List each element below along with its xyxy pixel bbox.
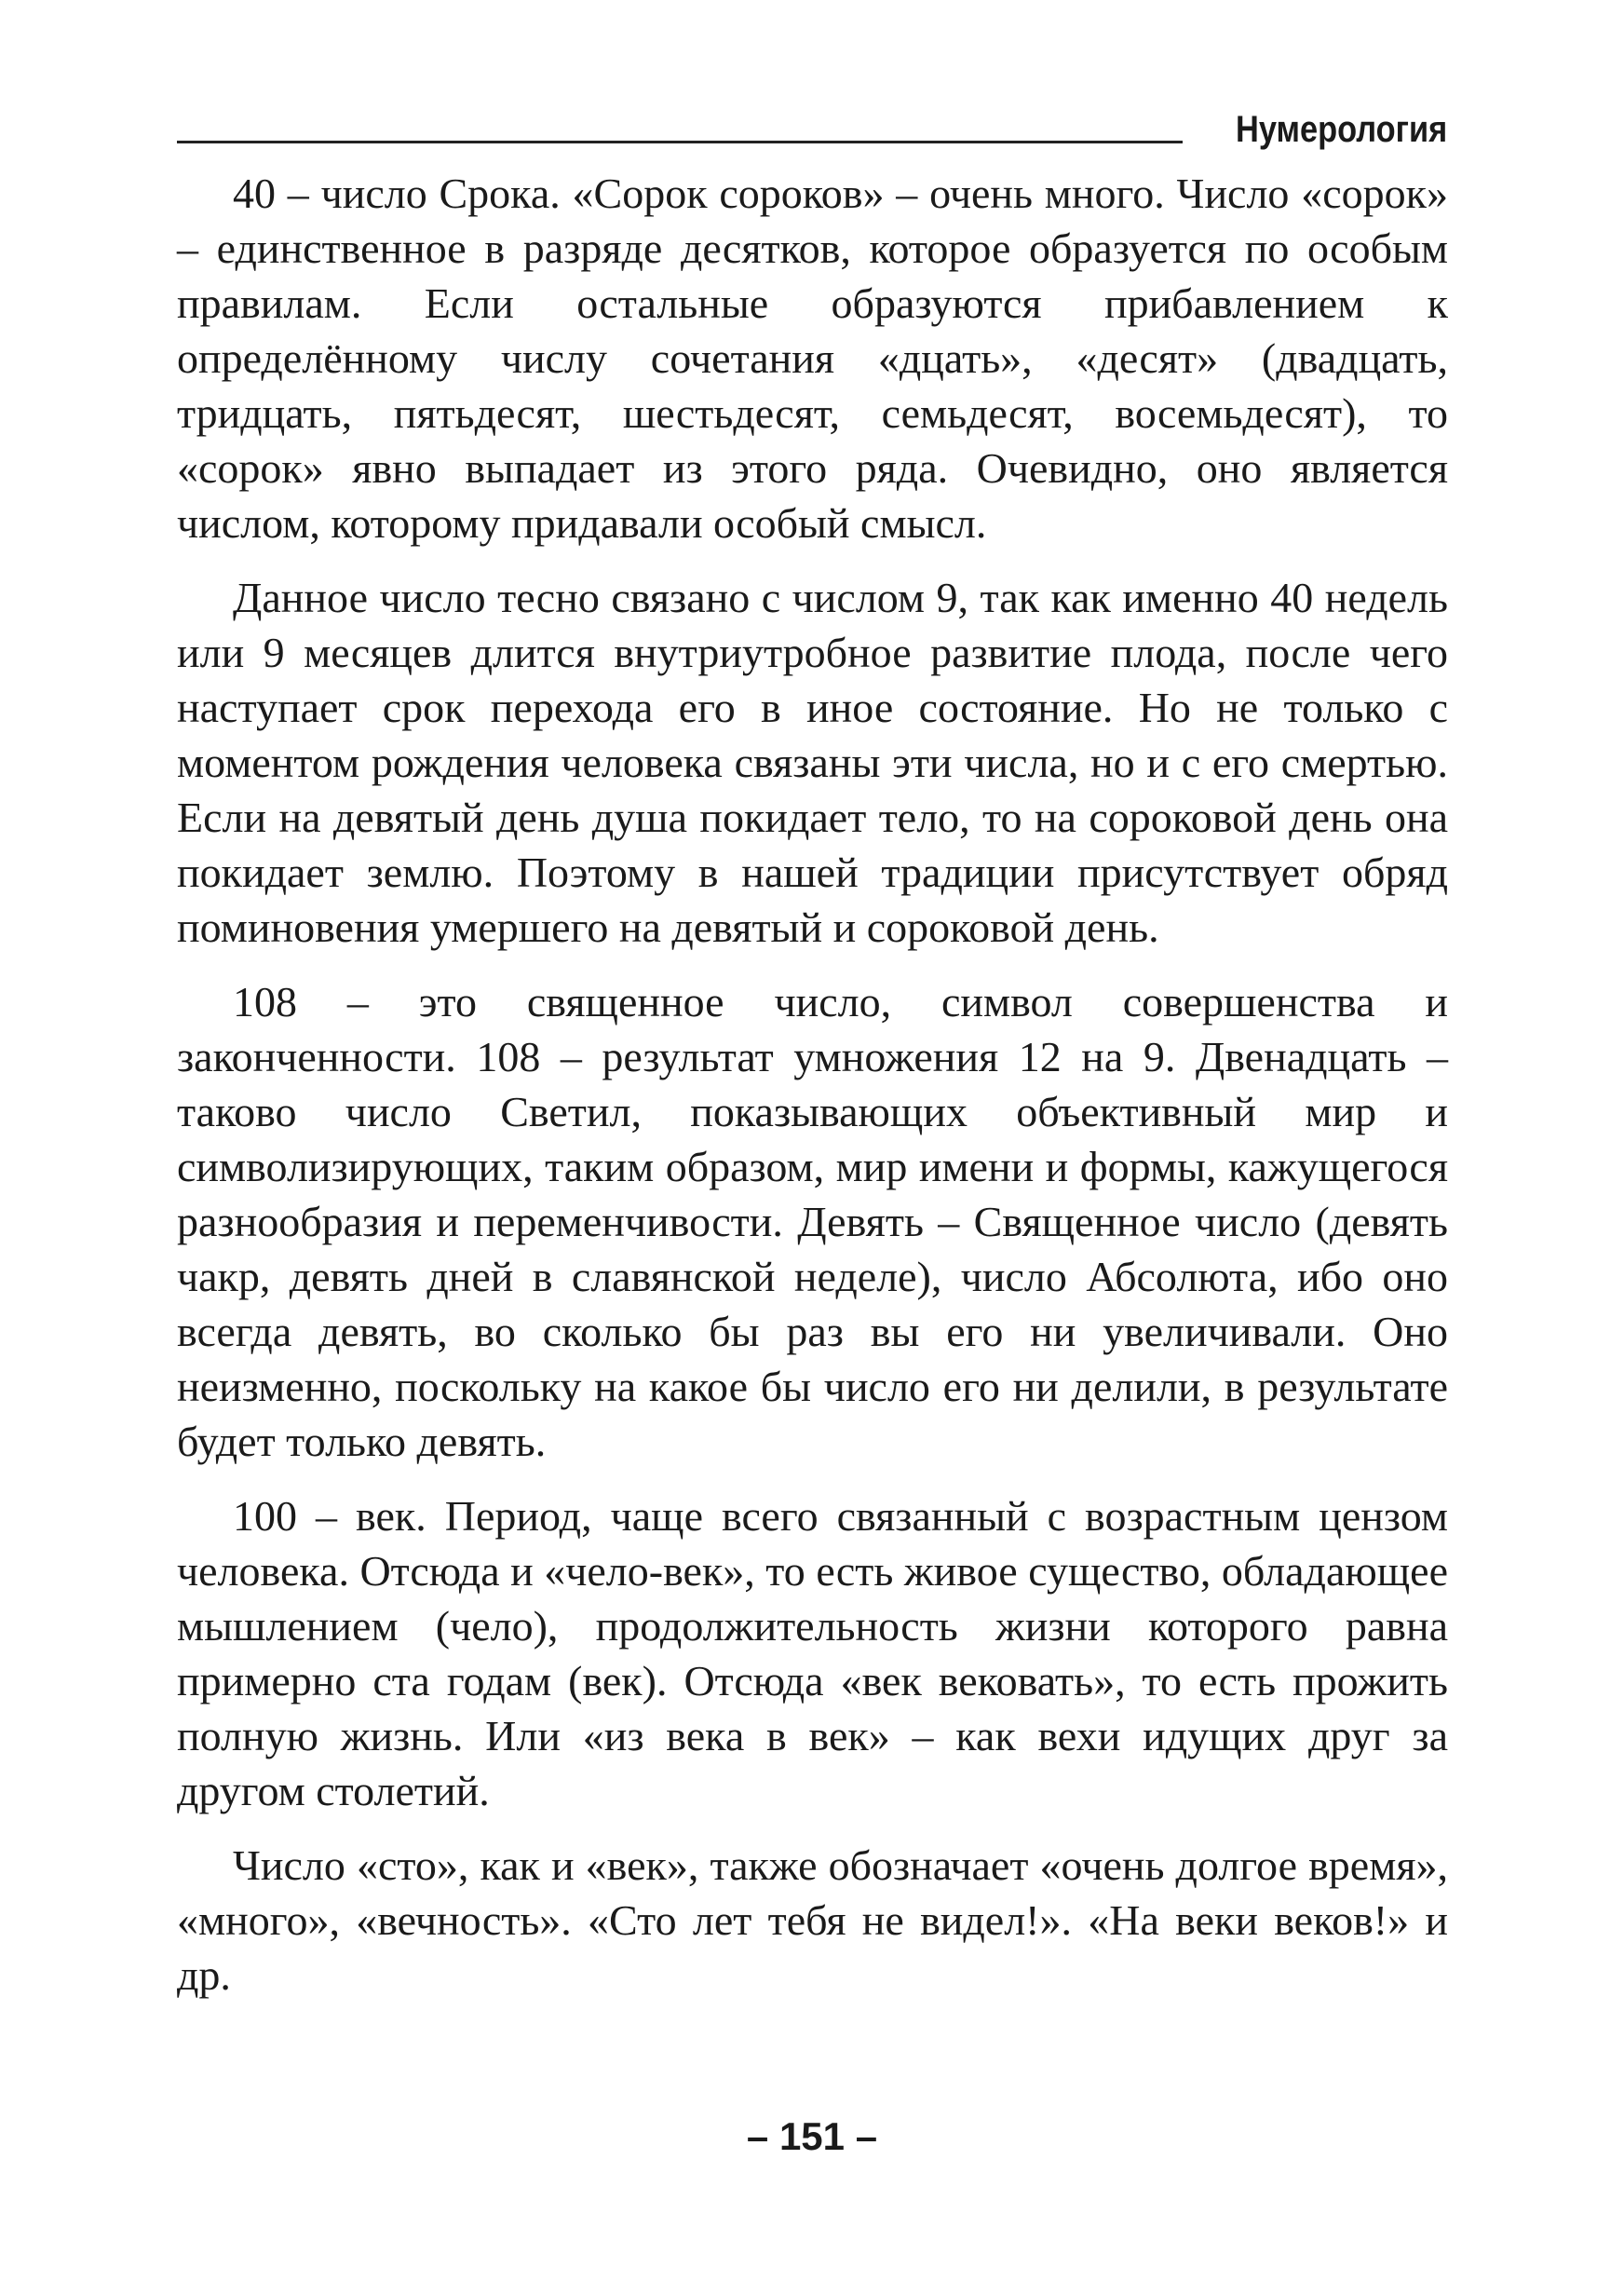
body-text xyxy=(177,166,1448,2022)
header-rule xyxy=(177,141,1183,143)
running-header xyxy=(177,104,1447,151)
paragraph-one-hundred: 100 – век. Период, чаще всего связанный с возрастным цензом человека. Отсюда и «чело-век», то есть живое существо, обладающее мышлением (чело), продолжительность жизни которого равна примерно ста годам (век). Отсюда «век вековать», то есть прожить полную жизнь. Или «из века в век» – как вехи идущих друг за другом столетий. xyxy=(177,1492,1448,1814)
header-title: Нумерология xyxy=(1235,109,1447,150)
paragraph-one-hundred-eight: 108 – это священное число, символ совершенства и законченности. 108 – результат умножения 12 на 9. Двенадцать – таково число Светил, показывающих объективный мир и символизирующих, таким образом, мир имени и формы, кажущегося разнообразия и переменчивости. Девять – Священное число (девять чакр, девять дней в славянской неделе), число Абсолюта, ибо оно всегда девять, во сколько бы раз вы его ни увеличивали. Оно неизменно, поскольку на какое бы число его ни делили, в результате будет только девять. xyxy=(177,978,1448,1465)
paragraph-nine-forty: Данное число тесно связано с числом 9, так как именно 40 недель или 9 месяцев длится внутриутробное развитие плода, после чего наступает срок перехода его в иное состояние. Но не только с моментом рождения человека связаны эти числа, но и с его смертью. Если на девятый день душа покидает тело, то на сороковой день она покидает землю. Поэтому в нашей традиции присутствует обряд поминовения умершего на девятый и сороковой день. xyxy=(177,574,1448,951)
paragraph-forty: 40 – число Срока. «Сорок сороков» – очень много. Число «сорок» – единственное в разряде десятков, которое образуется по особым правилам. Если остальные образуются прибавлением к определённому числу сочетания «дцать», «десят» (двадцать, тридцать, пятьдесят, шестьдесят, семьдесят, восемьдесят), то «сорок» явно выпадает из этого ряда. Очевидно, оно является числом, которому придавали особый смысл. xyxy=(177,170,1448,547)
paragraph-sto: Число «сто», как и «век», также обозначает «очень долгое время», «много», «вечность». «Сто лет тебя не видел!». «На веки веков!» и др. xyxy=(177,1841,1448,1999)
page-number: – 151 – xyxy=(746,2114,878,2158)
